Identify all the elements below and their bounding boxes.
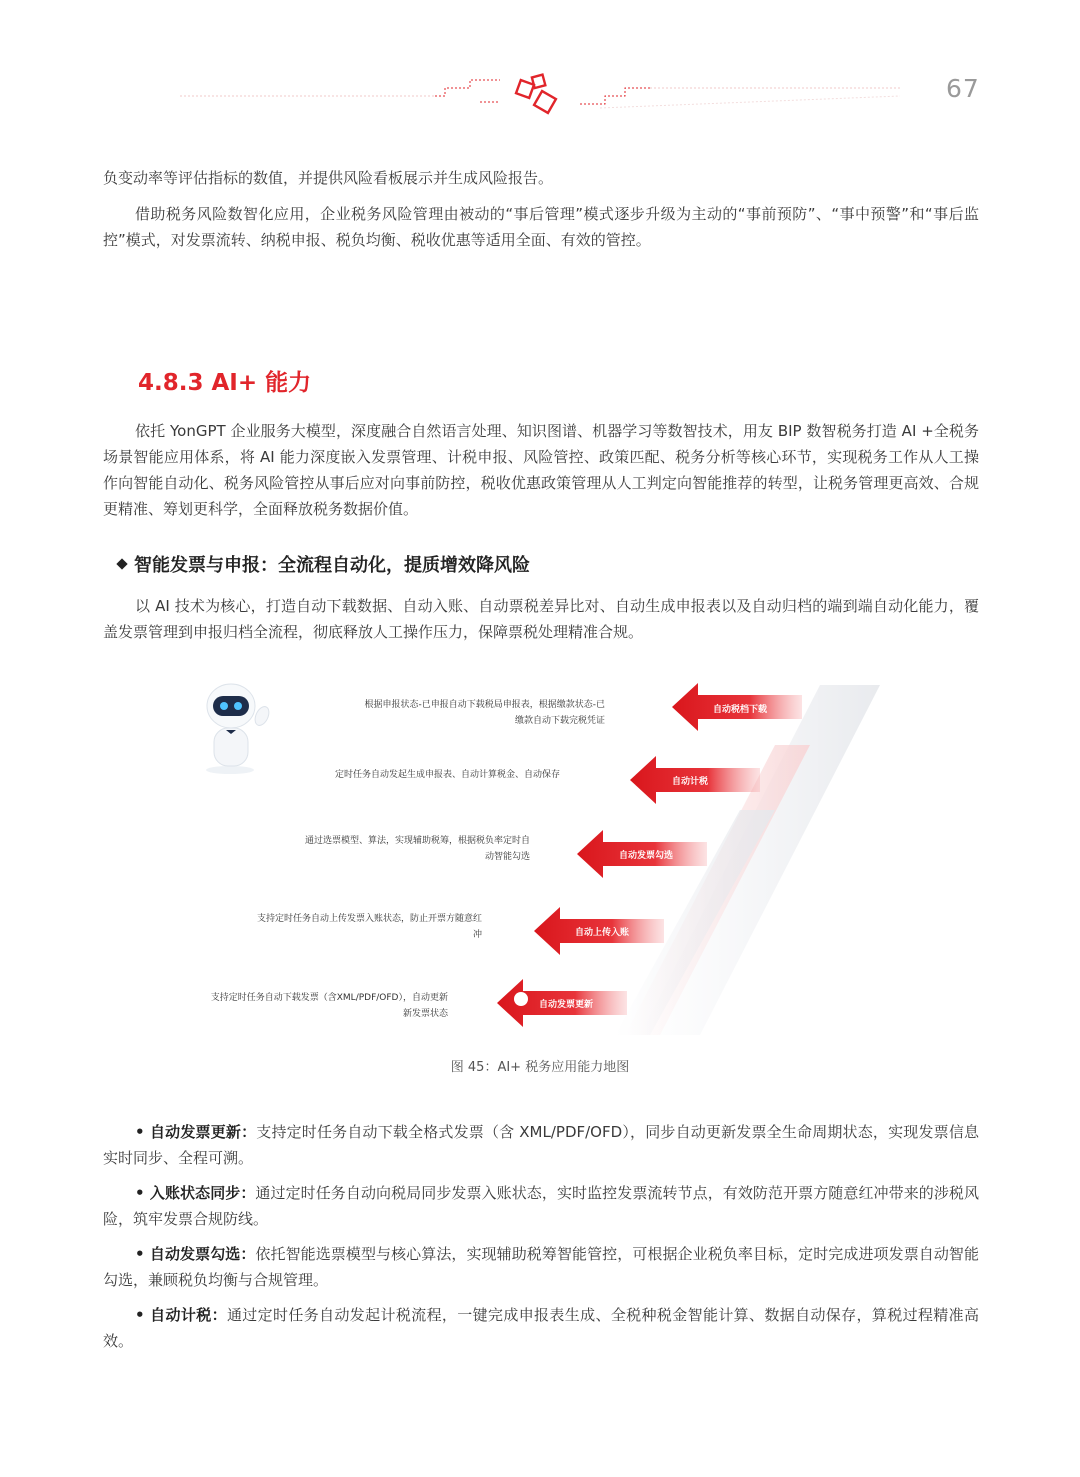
intro-line: 负变动率等评估指标的数值，并提供风险看板展示并生成风险报告。 [103,169,554,187]
bullet-label: • 自动发票勾选： [135,1245,256,1263]
bullet-item [103,1119,979,1171]
bullet-text: 通过定时任务自动向税局同步发票入账状态，实时监控发票流转节点，有效防范开票方随意红冲带来的涉税风险，筑牢发票合规防线。 [103,1184,979,1228]
subsection-body: 以 AI 技术为核心，打造自动下载数据、自动入账、自动票税差异比对、自动生成申报表以及自动归档的端到端自动化能力，覆盖发票管理到申报归档全流程，彻底释放人工操作压力，保障票税处理精准合规。 [103,597,979,641]
bullet-label: • 入账状态同步： [135,1184,256,1202]
page-number: 67 [946,74,980,103]
step-label: 自动税档下载 [713,705,768,715]
bullet-label: • 自动计税： [135,1306,227,1324]
bullet-text: 通过定时任务自动发起计税流程，一键完成申报表生成、全税种税金智能计算、数据自动保存，算税过程精准高效。 [103,1306,980,1350]
bullet-text: 依托智能选票模型与核心算法，实现辅助税筹智能管控，可根据企业税负率目标，定时完成进项发票自动智能勾选，兼顾税负均衡与合规管理。 [103,1245,979,1289]
bullet-item [103,1241,979,1293]
intro-paragraph: 借助税务风险数智化应用，企业税务风险管理由被动的“事后管理”模式逐步升级为主动的“事前预防”、“事中预警”和“事后监控”模式，对发票流转、纳税申报、税负均衡、税收优惠等适用全面、有效的管控。 [103,205,979,249]
step-label: 自动上传入账 [575,928,630,938]
section-title: 4.8.3 AI+ 能力 [138,370,312,396]
cubes-logo-icon [516,75,556,113]
figure-caption: 图 45：AI+ 税务应用能力地图 [450,1060,630,1075]
bullet-item [103,1302,979,1354]
subsection-title [118,551,530,577]
step-description: 支持定时任务自动上传发票入账状态，防止开票方随意红冲 [256,914,482,940]
step-label: 自动计税 [672,777,709,787]
bullet-label: • 自动发票更新： [135,1123,257,1141]
step-description: 通过选票模型、算法，实现辅助税筹，根据税负率定时自动智能勾选 [304,836,530,862]
section-body: 依托 YonGPT 企业服务大模型，深度融合自然语言处理、知识图谱、机器学习等数智技术，用友 BIP 数智税务打造 AI +全税务场景智能应用体系，将 AI 能力深度嵌入发票管理、计税申报、风险管控、政策匹配、税务分析等核心环节，实现税务工作从人工操作向智能自动化、税务风险管控从事后应对向事前防控，税收优惠政策管理从人工判定向智能推荐的转型，让税务管理更高效、合规更精准、筹划更科学，全面释放税务数据价值。 [103,422,979,518]
ai-tax-capability-map [200,670,890,1040]
header-decoration [180,66,900,126]
bullet-text: 支持定时任务自动下载全格式发票（含 XML/PDF/OFD），同步自动更新发票全生命周期状态，实现发票信息实时同步、全程可溯。 [103,1123,980,1167]
step-description: 支持定时任务自动下载发票（含XML/PDF/OFD），自动更新新发票状态 [210,993,448,1019]
diamond-bullet-icon [116,558,127,569]
subsection-title-text: 智能发票与申报：全流程自动化，提质增效降风险 [134,555,530,576]
step-label: 自动发票更新 [539,1000,594,1010]
step-label: 自动发票勾选 [619,851,674,861]
bullet-item [103,1180,979,1232]
step-description: 定时任务自动发起生成申报表、自动计算税金、自动保存 [334,770,560,780]
step-description: 根据申报状态-已申报自动下载税局申报表，根据缴款状态-已缴款自动下载完税凭证 [364,700,605,726]
